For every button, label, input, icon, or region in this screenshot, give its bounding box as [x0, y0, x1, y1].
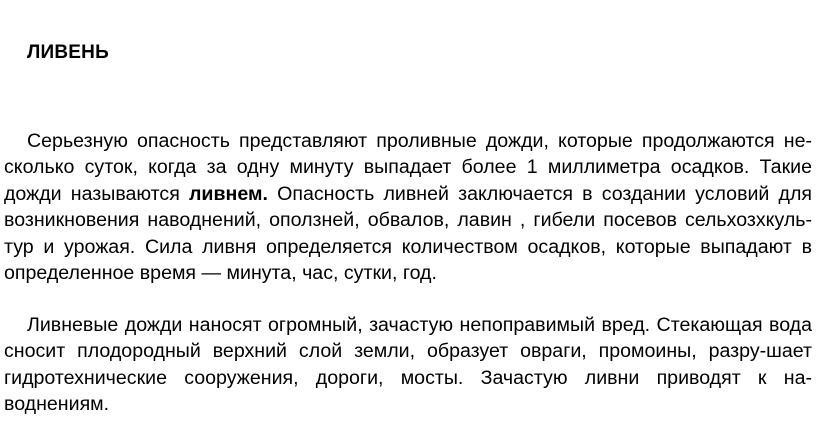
paragraph-1-text-start: Серьезную опасность представляют проливные дожди, которые продолжаются не-сколько суток, когда за одну минуту выпадает более 1 миллиметра осадков. Такие дожди называются [4, 130, 812, 205]
paragraph-1-text-end: Опасность ливней заключается в создании условий для возникновения наводнений, оползней, обвалов, лавин , гибели посевов сельхозхкуль-тур и урожая. Сила ливня определяется количеством осадков, которые выпадают в определенное время — минута, час, сутки, год. [4, 182, 812, 285]
term-bold: ливнем. [188, 182, 268, 205]
document-title: ЛИВЕНЬ [27, 42, 109, 63]
paragraph-2: Ливневые дожди наносят огромный, зачастую непоправимый вред. Стекающая вода сносит плодородный верхний слой земли, образует овраги, промоины, разру-шает гидротехнические сооружения, дороги, мосты. Зачастую ливни приводят к на-воднениям. [4, 314, 812, 416]
paragraph-1 [4, 128, 812, 286]
